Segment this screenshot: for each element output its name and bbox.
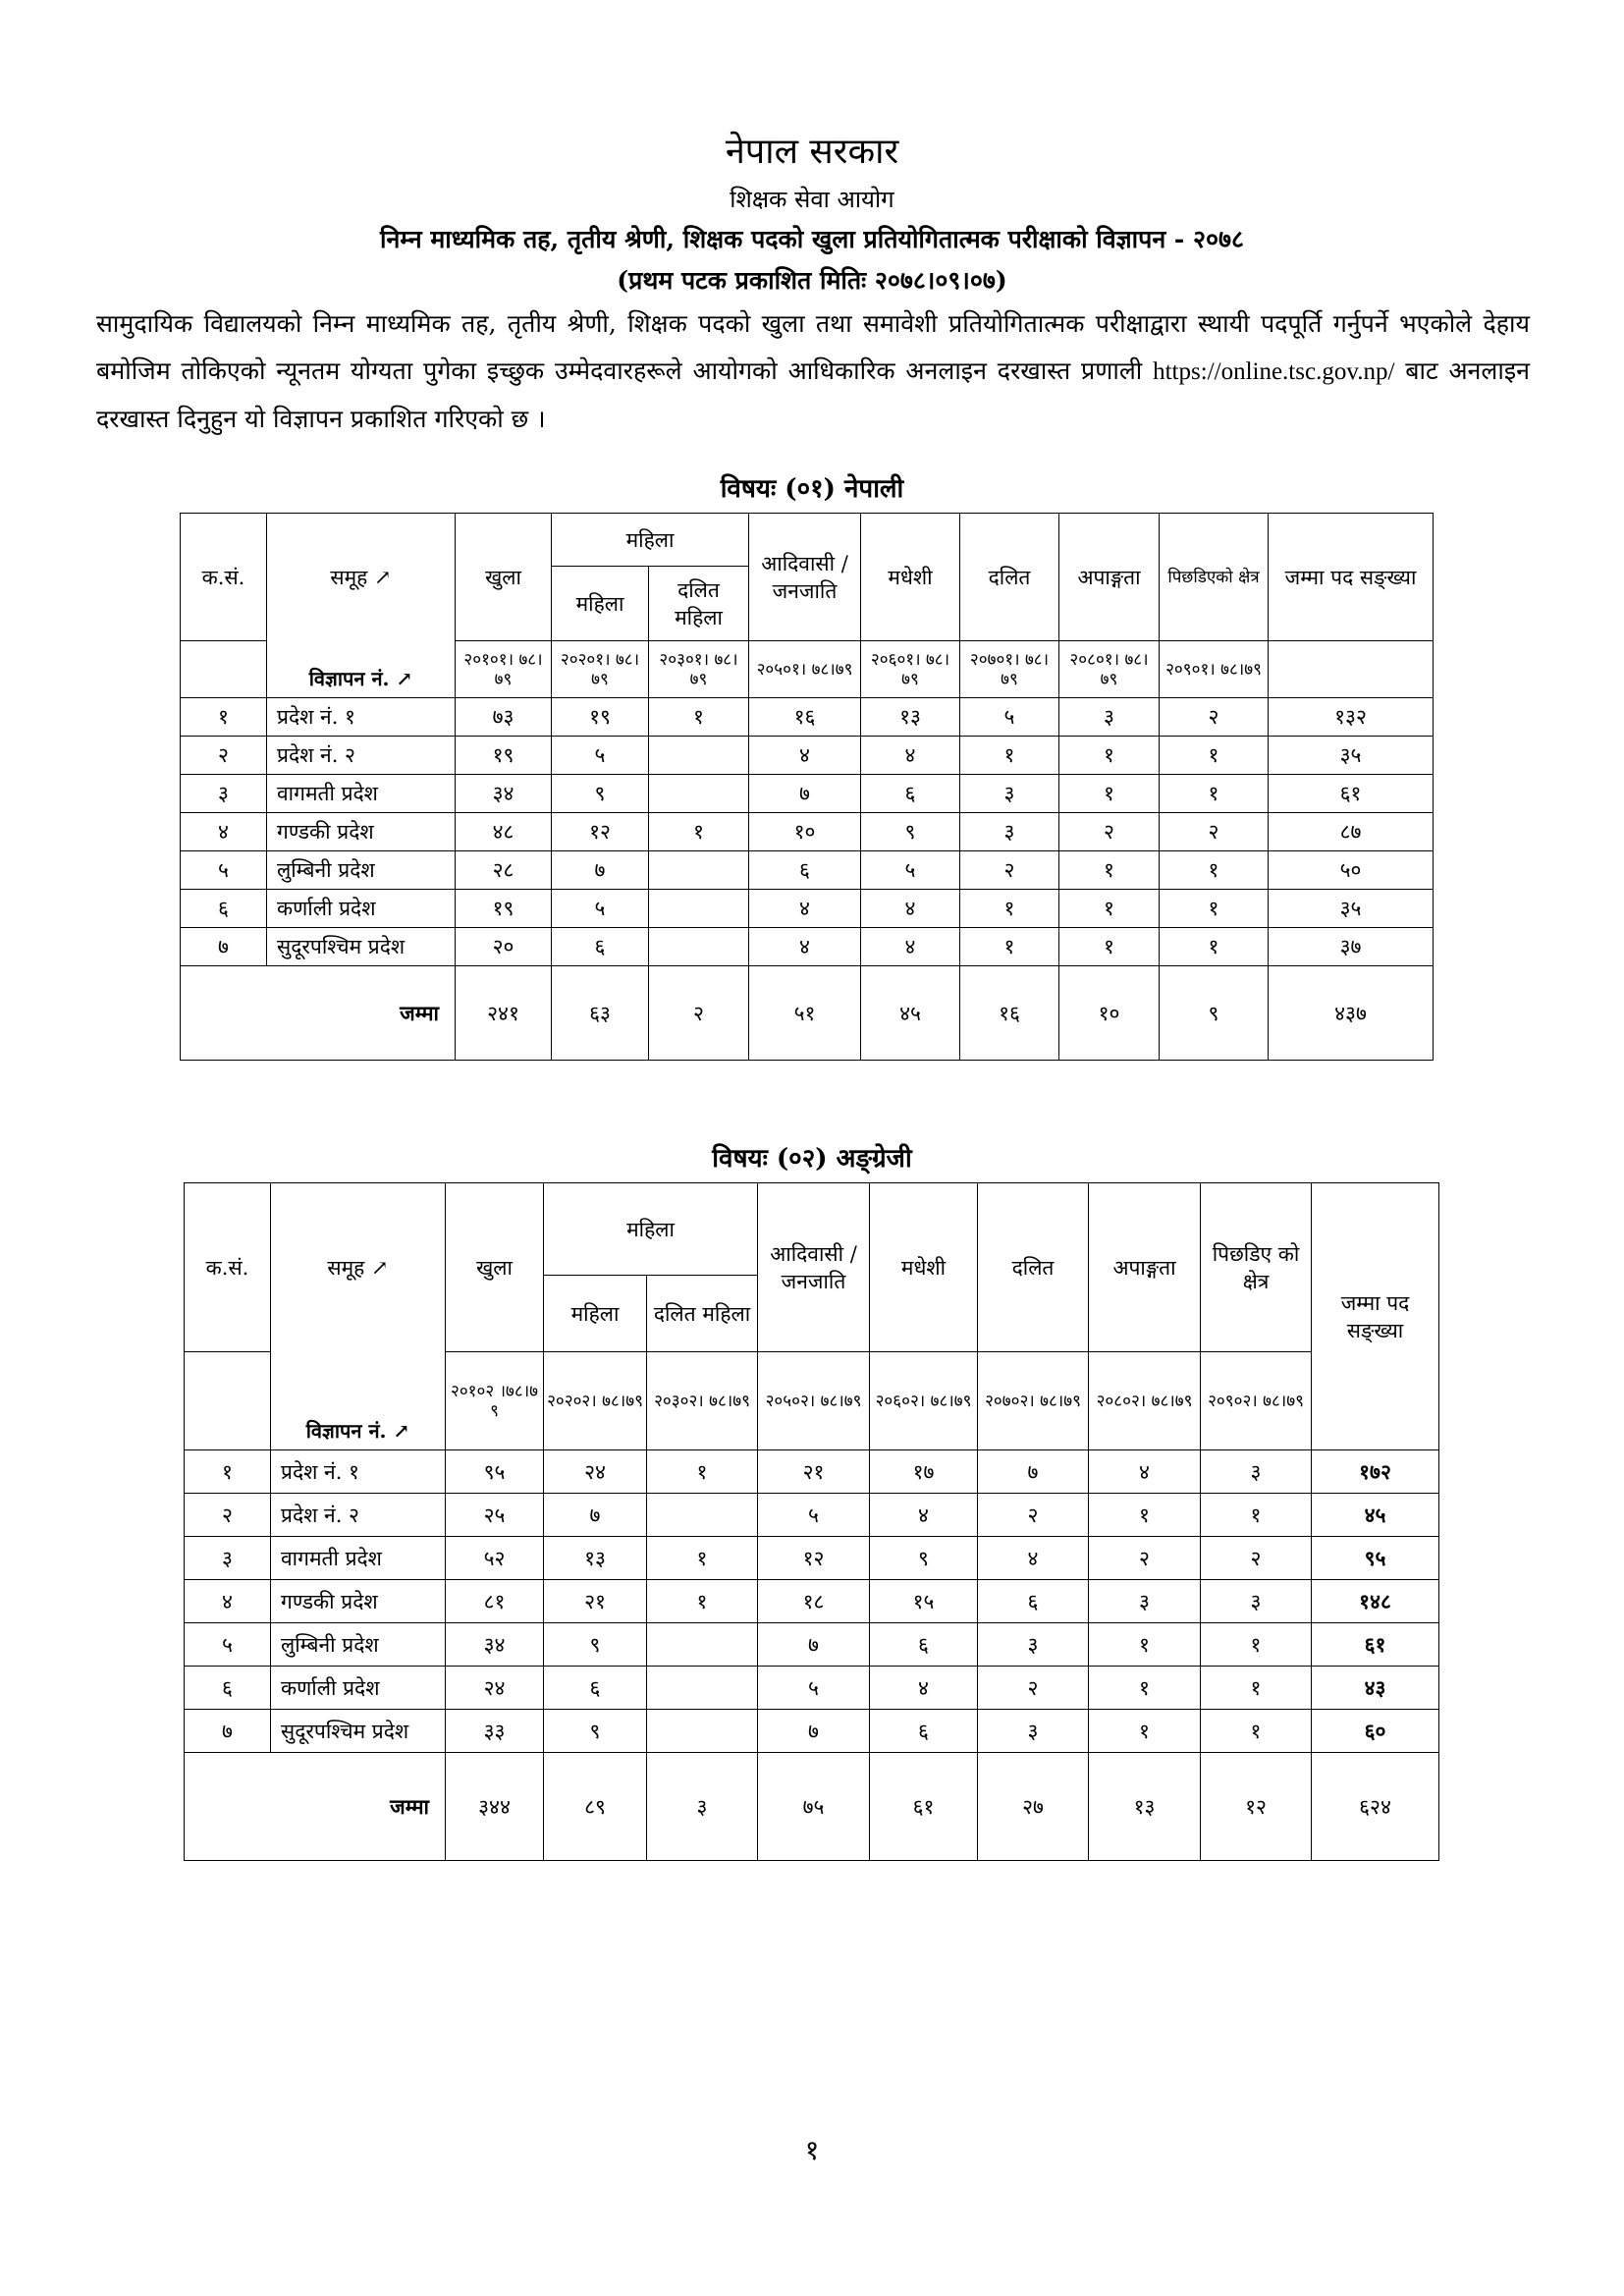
row-province-name: सुदूरपश्चिम प्रदेश	[271, 1710, 446, 1753]
row-value-cell: ९५	[446, 1450, 544, 1494]
ad-number-cell: २०७०१। ७८।७९	[960, 641, 1059, 698]
row-sn: ७	[185, 1710, 271, 1753]
row-value-cell: १	[960, 890, 1059, 928]
row-value-cell: ७३	[456, 698, 552, 737]
ad-number-cell: २०७०२। ७८।७९	[978, 1352, 1089, 1450]
header-group: समूह ↗	[271, 1183, 446, 1352]
row-value-cell	[647, 1494, 758, 1537]
row-province-name: वागमती प्रदेश	[271, 1537, 446, 1580]
header-women-group: महिला	[544, 1183, 758, 1276]
row-value-cell: ५२	[446, 1537, 544, 1580]
row-value-cell: १	[647, 1450, 758, 1494]
row-value-cell: ६	[978, 1580, 1089, 1623]
subject-heading-nepali: विषयः (०१) नेपाली	[720, 474, 904, 504]
total-cell: १०	[1059, 966, 1160, 1061]
table-row	[181, 775, 1434, 813]
header-women: महिला	[552, 567, 649, 641]
header-group: समूह ↗	[267, 514, 456, 641]
row-value-cell: ३	[1089, 1580, 1201, 1623]
row-value-cell: १	[1059, 851, 1160, 890]
row-value-cell: ५	[960, 698, 1059, 737]
published-date: (प्रथम पटक प्रकाशित मितिः २०७८।०९।०७)	[617, 266, 1007, 295]
row-value-cell: ६१	[1312, 1623, 1439, 1667]
row-value-cell: ५०	[1269, 851, 1434, 890]
row-value-cell: २	[1160, 813, 1269, 851]
total-cell: १२	[1201, 1753, 1312, 1861]
header-total: जम्मा पद सङ्ख्या	[1312, 1183, 1439, 1450]
row-value-cell: १	[649, 813, 749, 851]
header-total: जम्मा पद सङ्ख्या	[1269, 514, 1434, 641]
row-value-cell: ३५	[1269, 737, 1434, 775]
row-value-cell: ६	[870, 1710, 978, 1753]
row-value-cell	[649, 775, 749, 813]
vacancy-table-english	[184, 1182, 1439, 1861]
row-value-cell: १	[647, 1537, 758, 1580]
header-open: खुला	[456, 514, 552, 641]
row-value-cell: १२	[758, 1537, 870, 1580]
row-sn: १	[181, 698, 267, 737]
row-value-cell: ४	[978, 1537, 1089, 1580]
intro-text-before: सामुदायिक विद्यालयको निम्न माध्यमिक तह, तृतीय श्रेणी, शिक्षक पदको खुला तथा समावेशी प्रतियोगितात्मक परीक्षाद्वारा स्थायी पदपूर्ति गर्नुपर्ने भएकोले देहाय बमोजिम तोकिएको न्यूनतम योग्यता पुगेका इच्छुक उम्मेदवारहरूले आयोगको आधिकारिक अनलाइन दरखास्त प्रणाली	[96, 309, 1530, 385]
ad-number-cell: २०५०२। ७८।७९	[758, 1352, 870, 1450]
row-province-name: प्रदेश नं. २	[271, 1494, 446, 1537]
subject-heading-english: विषयः (०२) अङ्ग्रेजी	[712, 1144, 912, 1174]
ad-number-blank	[1269, 641, 1434, 698]
commission-heading: शिक्षक सेवा आयोग	[730, 186, 894, 213]
row-value-cell: ४	[861, 890, 960, 928]
table-row	[181, 890, 1434, 928]
row-value-cell: ९	[552, 775, 649, 813]
table-row	[181, 851, 1434, 890]
header-dalit: दलित	[978, 1183, 1089, 1352]
row-province-name: लुम्बिनी प्रदेश	[267, 851, 456, 890]
row-value-cell: २१	[758, 1450, 870, 1494]
header-backward: पिछडिएको क्षेत्र	[1160, 514, 1269, 641]
row-sn: ६	[185, 1667, 271, 1710]
row-value-cell: १	[1160, 890, 1269, 928]
total-cell: ३४४	[446, 1753, 544, 1861]
table-body-nepali	[181, 698, 1434, 966]
row-value-cell	[647, 1667, 758, 1710]
row-value-cell: २८	[456, 851, 552, 890]
ad-number-cell: २०२०२। ७८।७९	[544, 1352, 647, 1450]
ad-number-label: विज्ञापन नं. ↗	[267, 641, 456, 698]
row-sn: ५	[181, 851, 267, 890]
row-value-cell: ७	[544, 1494, 647, 1537]
row-value-cell	[649, 928, 749, 966]
row-value-cell: ३	[978, 1623, 1089, 1667]
row-value-cell: २	[978, 1667, 1089, 1710]
row-value-cell: ४८	[456, 813, 552, 851]
row-value-cell: ६	[749, 851, 861, 890]
row-province-name: प्रदेश नं. १	[271, 1450, 446, 1494]
row-sn: ३	[185, 1537, 271, 1580]
header-backward: पिछडिए को क्षेत्र	[1201, 1183, 1312, 1352]
total-cell: २	[649, 966, 749, 1061]
row-value-cell: ४	[861, 737, 960, 775]
row-value-cell: १	[1201, 1667, 1312, 1710]
row-value-cell: ३	[960, 813, 1059, 851]
total-cell: ३	[647, 1753, 758, 1861]
row-province-name: कर्णाली प्रदेश	[267, 890, 456, 928]
ad-number-cell: २०८०२। ७८।७९	[1089, 1352, 1201, 1450]
ad-number-cell: २०५०१। ७८।७९	[749, 641, 861, 698]
header-women-group: महिला	[552, 514, 749, 567]
row-value-cell: ८१	[446, 1580, 544, 1623]
row-value-cell: १५	[870, 1580, 978, 1623]
row-value-cell: ६	[870, 1623, 978, 1667]
row-value-cell: ४	[1089, 1450, 1201, 1494]
table-row	[185, 1580, 1439, 1623]
row-province-name: वागमती प्रदेश	[267, 775, 456, 813]
row-value-cell: ६	[861, 775, 960, 813]
ad-number-cell: २०६०१। ७८।७९	[861, 641, 960, 698]
row-value-cell: ५	[861, 851, 960, 890]
table-body-english	[185, 1450, 1439, 1753]
header-madhesi: मधेशी	[870, 1183, 978, 1352]
row-value-cell: १	[647, 1580, 758, 1623]
row-value-cell: ६	[544, 1667, 647, 1710]
row-sn: २	[185, 1494, 271, 1537]
header-disabled: अपाङ्गता	[1059, 514, 1160, 641]
row-value-cell: ४	[749, 890, 861, 928]
row-value-cell: ७	[552, 851, 649, 890]
row-value-cell: १	[1089, 1494, 1201, 1537]
vacancy-table-nepali	[180, 513, 1434, 1061]
row-province-name: प्रदेश नं. १	[267, 698, 456, 737]
row-value-cell: १	[1160, 737, 1269, 775]
row-province-name: सुदूरपश्चिम प्रदेश	[267, 928, 456, 966]
row-value-cell: ३४	[456, 775, 552, 813]
ad-number-blank	[185, 1352, 271, 1450]
row-value-cell: २०	[456, 928, 552, 966]
table-row	[181, 813, 1434, 851]
row-value-cell: ३	[1059, 698, 1160, 737]
row-value-cell: १	[1201, 1710, 1312, 1753]
row-value-cell: ३	[960, 775, 1059, 813]
intro-text-after: बाट अनलाइन दरखास्त दिनुहुन यो विज्ञापन प्रकाशित गरिएको छ ।	[96, 356, 1531, 433]
header-women: महिला	[544, 1276, 647, 1352]
row-value-cell: १	[649, 698, 749, 737]
ad-number-cell: २०३०१। ७८।७९	[649, 641, 749, 698]
row-value-cell: ४	[749, 737, 861, 775]
table-row	[185, 1537, 1439, 1580]
row-value-cell: २	[1201, 1537, 1312, 1580]
row-value-cell: ४५	[1312, 1494, 1439, 1537]
row-value-cell: २४	[544, 1450, 647, 1494]
row-value-cell: ३५	[1269, 890, 1434, 928]
row-value-cell: ९	[861, 813, 960, 851]
row-value-cell: २	[1160, 698, 1269, 737]
row-value-cell: ५	[552, 890, 649, 928]
row-province-name: प्रदेश नं. २	[267, 737, 456, 775]
ad-number-cell: २०१०१। ७८।७९	[456, 641, 552, 698]
row-value-cell: ४	[749, 928, 861, 966]
row-value-cell: १	[1059, 890, 1160, 928]
header-dalit-women: दलित महिला	[649, 567, 749, 641]
row-value-cell: ७	[758, 1623, 870, 1667]
row-value-cell: ८७	[1269, 813, 1434, 851]
row-value-cell	[649, 851, 749, 890]
header-dalit-women: दलित महिला	[647, 1276, 758, 1352]
ad-number-cell: २०६०२। ७८।७९	[870, 1352, 978, 1450]
row-sn: ५	[185, 1623, 271, 1667]
header-dalit: दलित	[960, 514, 1059, 641]
total-cell: ९	[1160, 966, 1269, 1061]
row-value-cell: ४	[861, 928, 960, 966]
header-adivasi: आदिवासी / जनजाति	[758, 1183, 870, 1352]
row-value-cell: ९	[870, 1537, 978, 1580]
row-province-name: गण्डकी प्रदेश	[271, 1580, 446, 1623]
table-row	[185, 1450, 1439, 1494]
row-value-cell: ४३	[1312, 1667, 1439, 1710]
row-value-cell: १३	[861, 698, 960, 737]
row-value-cell: १	[1160, 928, 1269, 966]
ad-number-label: विज्ञापन नं. ↗	[271, 1352, 446, 1450]
total-cell: ६३	[552, 966, 649, 1061]
total-cell: ५१	[749, 966, 861, 1061]
total-cell: ६१	[870, 1753, 978, 1861]
ad-number-cell: २०९०१। ७८।७९	[1160, 641, 1269, 698]
row-sn: २	[181, 737, 267, 775]
row-sn: ४	[185, 1580, 271, 1623]
row-value-cell: २१	[544, 1580, 647, 1623]
notice-title: निम्न माध्यमिक तह, तृतीय श्रेणी, शिक्षक पदको खुला प्रतियोगितात्मक परीक्षाको विज्ञापन - २०७८	[379, 225, 1244, 253]
table-row	[181, 737, 1434, 775]
row-value-cell: १	[1160, 775, 1269, 813]
row-value-cell: ६१	[1269, 775, 1434, 813]
row-value-cell: २५	[446, 1494, 544, 1537]
row-value-cell: १	[1089, 1710, 1201, 1753]
row-value-cell: ३४	[446, 1623, 544, 1667]
row-value-cell: १	[1089, 1623, 1201, 1667]
row-value-cell: ५	[758, 1667, 870, 1710]
government-heading: नेपाल सरकार	[725, 132, 899, 172]
row-value-cell: ३३	[446, 1710, 544, 1753]
total-cell: ७५	[758, 1753, 870, 1861]
header-sn: क.सं.	[185, 1183, 271, 1352]
row-value-cell: ५	[552, 737, 649, 775]
table-row	[181, 698, 1434, 737]
row-value-cell: १	[960, 737, 1059, 775]
header-madhesi: मधेशी	[861, 514, 960, 641]
row-value-cell: १	[1059, 928, 1160, 966]
row-value-cell: १२	[552, 813, 649, 851]
row-value-cell	[647, 1623, 758, 1667]
total-cell: २७	[978, 1753, 1089, 1861]
row-province-name: गण्डकी प्रदेश	[267, 813, 456, 851]
row-province-name: लुम्बिनी प्रदेश	[271, 1623, 446, 1667]
row-value-cell: १	[1089, 1667, 1201, 1710]
row-value-cell: १९	[456, 737, 552, 775]
total-label: जम्मा	[185, 1753, 446, 1861]
ad-number-blank	[181, 641, 267, 698]
total-cell: ६२४	[1312, 1753, 1439, 1861]
row-sn: ६	[181, 890, 267, 928]
row-value-cell: ४	[870, 1494, 978, 1537]
row-value-cell: १३२	[1269, 698, 1434, 737]
row-value-cell: १८	[758, 1580, 870, 1623]
row-value-cell: १	[1059, 737, 1160, 775]
row-value-cell: १७	[870, 1450, 978, 1494]
header-open: खुला	[446, 1183, 544, 1352]
row-sn: ३	[181, 775, 267, 813]
row-value-cell: ५	[758, 1494, 870, 1537]
row-value-cell: २	[960, 851, 1059, 890]
row-value-cell: ३७	[1269, 928, 1434, 966]
row-sn: १	[185, 1450, 271, 1494]
row-value-cell: १	[1201, 1623, 1312, 1667]
total-cell: २४१	[456, 966, 552, 1061]
row-value-cell: १७२	[1312, 1450, 1439, 1494]
row-value-cell: १९	[552, 698, 649, 737]
row-value-cell: ७	[758, 1710, 870, 1753]
row-value-cell: ६०	[1312, 1710, 1439, 1753]
row-value-cell: २	[978, 1494, 1089, 1537]
header-sn: क.सं.	[181, 514, 267, 641]
row-value-cell: १	[960, 928, 1059, 966]
row-value-cell: ९	[544, 1710, 647, 1753]
row-value-cell: ३	[1201, 1580, 1312, 1623]
row-value-cell: १६	[749, 698, 861, 737]
ad-number-cell: २०८०१। ७८।७९	[1059, 641, 1160, 698]
table-row	[185, 1623, 1439, 1667]
row-value-cell: १	[1059, 775, 1160, 813]
row-value-cell: २४	[446, 1667, 544, 1710]
row-value-cell: २	[1089, 1537, 1201, 1580]
row-value-cell: १०	[749, 813, 861, 851]
row-value-cell: ७	[749, 775, 861, 813]
row-value-cell: ३	[978, 1710, 1089, 1753]
row-value-cell	[647, 1710, 758, 1753]
row-sn: ७	[181, 928, 267, 966]
row-value-cell: ९५	[1312, 1537, 1439, 1580]
total-cell: १३	[1089, 1753, 1201, 1861]
table-row	[185, 1710, 1439, 1753]
total-cell: ४३७	[1269, 966, 1434, 1061]
row-value-cell	[649, 737, 749, 775]
ad-number-cell: २०९०२। ७८।७९	[1201, 1352, 1312, 1450]
total-cell: ८९	[544, 1753, 647, 1861]
row-value-cell: १	[1160, 851, 1269, 890]
row-value-cell: १	[1201, 1494, 1312, 1537]
header-adivasi: आदिवासी / जनजाति	[749, 514, 861, 641]
row-value-cell	[649, 890, 749, 928]
intro-paragraph	[96, 301, 1530, 443]
row-value-cell: ४	[870, 1667, 978, 1710]
total-cell: ४५	[861, 966, 960, 1061]
row-value-cell: १४८	[1312, 1580, 1439, 1623]
table-row	[185, 1667, 1439, 1710]
row-value-cell: ७	[978, 1450, 1089, 1494]
application-url-link[interactable]: https://online.tsc.gov.np/	[1153, 358, 1395, 385]
total-label: जम्मा	[181, 966, 456, 1061]
ad-number-cell: २०२०१। ७८।७९	[552, 641, 649, 698]
ad-number-cell: २०१०२ ।७८।७ ९	[446, 1352, 544, 1450]
page-number: १	[804, 2134, 820, 2166]
table-row	[185, 1494, 1439, 1537]
ad-number-cell: २०३०२। ७८।७९	[647, 1352, 758, 1450]
row-province-name: कर्णाली प्रदेश	[271, 1667, 446, 1710]
row-value-cell: ६	[552, 928, 649, 966]
row-value-cell: ३	[1201, 1450, 1312, 1494]
row-value-cell: १९	[456, 890, 552, 928]
total-cell: १६	[960, 966, 1059, 1061]
row-value-cell: ९	[544, 1623, 647, 1667]
table-row	[181, 928, 1434, 966]
row-value-cell: १३	[544, 1537, 647, 1580]
header-disabled: अपाङ्गता	[1089, 1183, 1201, 1352]
row-sn: ४	[181, 813, 267, 851]
row-value-cell: २	[1059, 813, 1160, 851]
